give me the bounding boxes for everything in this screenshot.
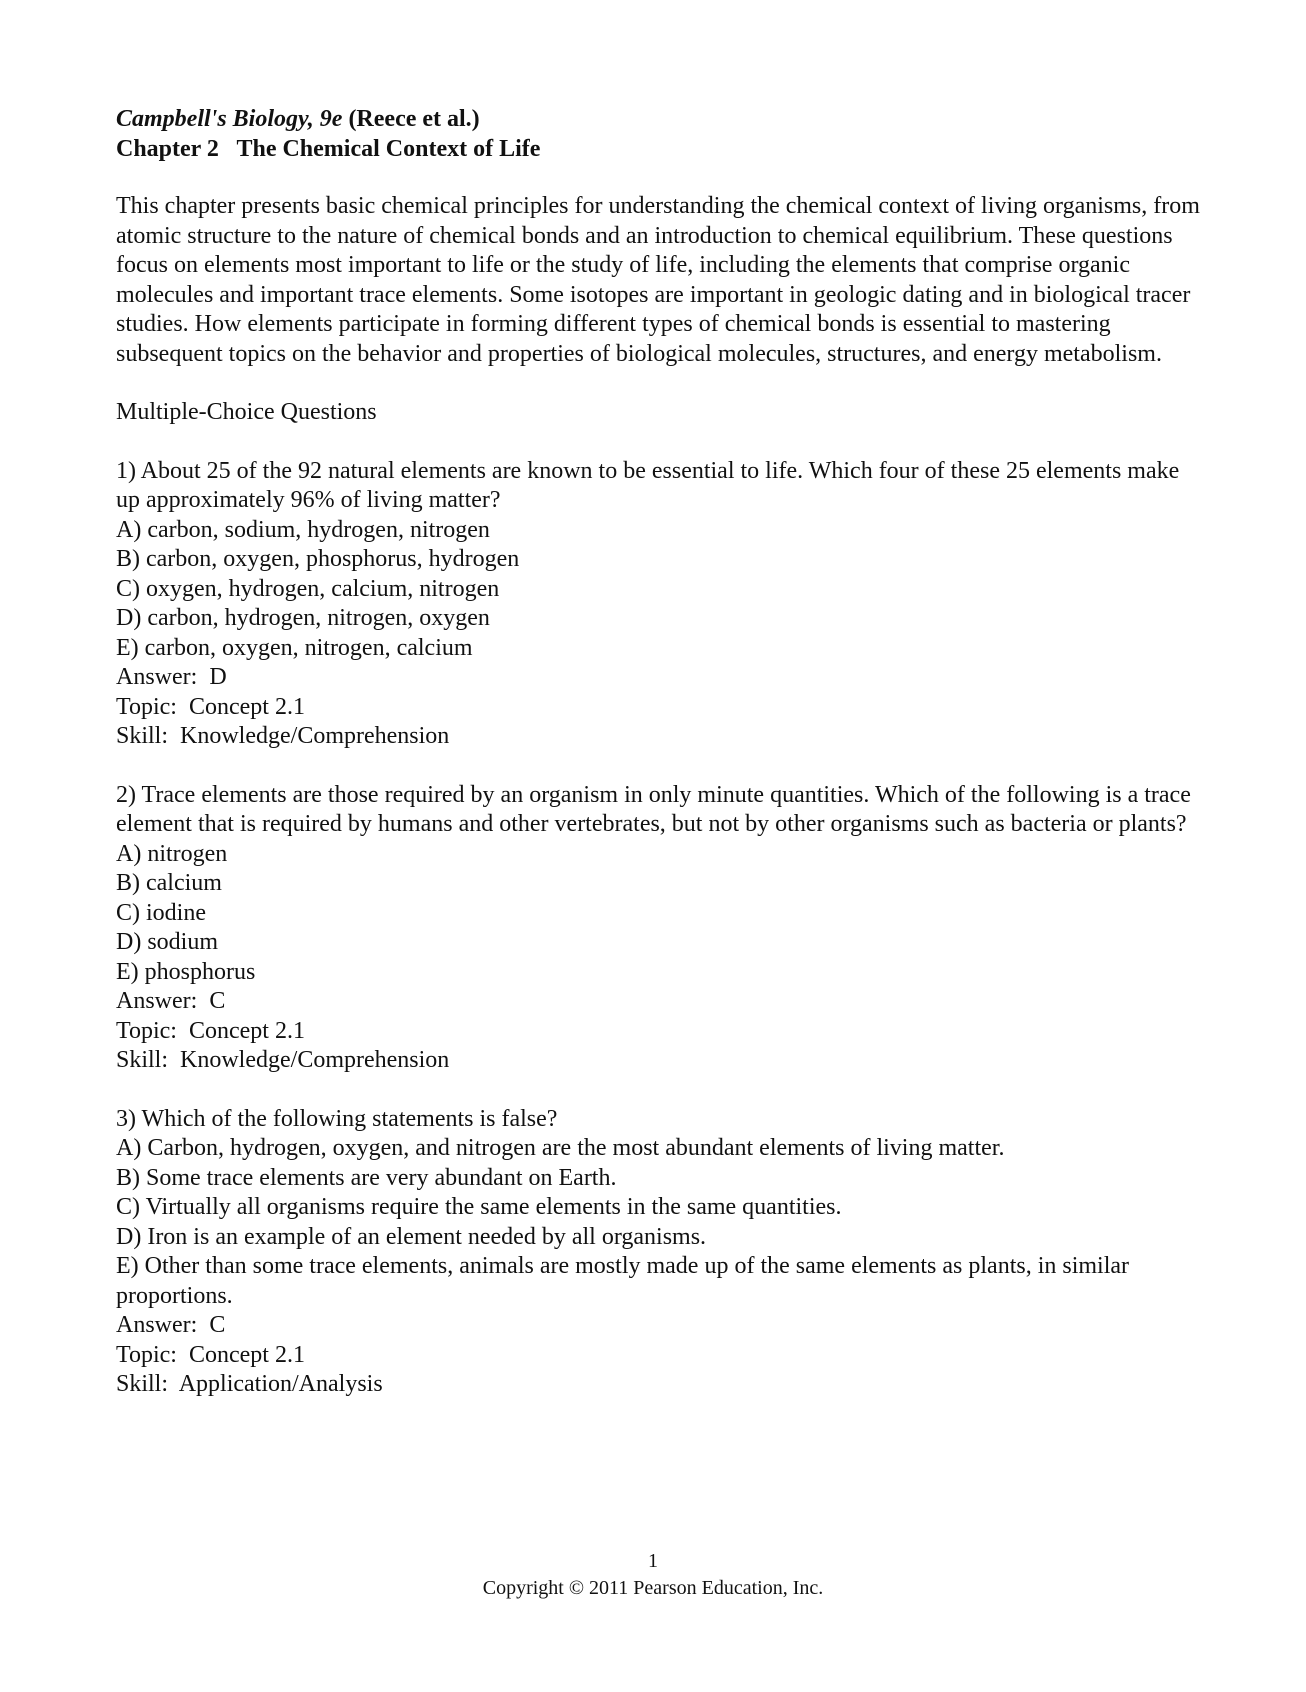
option-c: C) Virtually all organisms require the same elements in the same quantities.: [116, 1194, 842, 1220]
skill: Skill: Knowledge/Comprehension: [116, 1047, 450, 1073]
question-stem: 2) Trace elements are those required by an organism in only minute quantities. Which of the following is a trace element that is required by humans and other vertebrates, but not by other organisms such as bacteria or plants?: [116, 781, 1191, 837]
option-d: D) Iron is an example of an element needed by all organisms.: [116, 1223, 707, 1250]
question-stem: 1) About 25 of the 92 natural elements are known to be essential to life. Which four of these 25 elements make up approximately 96% of living matter?: [116, 457, 1180, 513]
topic: Topic: Concept 2.1: [116, 1017, 305, 1044]
option-a: A) nitrogen: [116, 840, 228, 867]
option-c: C) iodine: [116, 899, 206, 926]
section-heading: Multiple-Choice Questions: [116, 399, 377, 425]
skill: Skill: Application/Analysis: [116, 1371, 383, 1397]
answer: Answer: D: [116, 664, 227, 690]
topic: Topic: Concept 2.1: [116, 1341, 305, 1368]
option-d: D) carbon, hydrogen, nitrogen, oxygen: [116, 605, 490, 631]
page-content: [116, 104, 1206, 1400]
option-b: B) carbon, oxygen, phosphorus, hydrogen: [116, 546, 520, 572]
page-number: 1: [648, 1550, 658, 1572]
option-a: A) carbon, sodium, hydrogen, nitrogen: [116, 516, 490, 543]
book-title: [116, 104, 1206, 134]
option-b: B) calcium: [116, 870, 222, 896]
option-b: B) Some trace elements are very abundant on Earth.: [116, 1164, 617, 1191]
question-1: [116, 457, 1206, 752]
book-title-italic: Campbell's Biology, 9e: [116, 106, 343, 132]
question-stem: 3) Which of the following statements is false?: [116, 1105, 558, 1132]
topic: Topic: Concept 2.1: [116, 693, 305, 720]
chapter-title: Chapter 2 The Chemical Context of Life: [116, 136, 541, 162]
option-a: A) Carbon, hydrogen, oxygen, and nitrogen are the most abundant elements of living matter.: [116, 1135, 1005, 1161]
option-e: E) Other than some trace elements, animals are mostly made up of the same elements as plants, in similar proportions.: [116, 1253, 1130, 1309]
skill: Skill: Knowledge/Comprehension: [116, 723, 450, 749]
book-authors: (Reece et al.): [342, 106, 480, 132]
question-2: [116, 781, 1206, 1076]
option-e: E) carbon, oxygen, nitrogen, calcium: [116, 634, 473, 661]
option-d: D) sodium: [116, 929, 218, 955]
option-e: E) phosphorus: [116, 958, 256, 985]
copyright-notice: Copyright © 2011 Pearson Education, Inc.: [482, 1577, 824, 1599]
answer: Answer: C: [116, 1312, 226, 1338]
chapter-intro: This chapter presents basic chemical principles for understanding the chemical context of living organisms, from atomic structure to the nature of chemical bonds and an introduction to chemical equilibrium. These questions focus on elements most important to life or the study of life, including the elements that comprise organic molecules and important trace elements. Some isotopes are important in geologic dating and in biological tracer studies. How elements participate in forming different types of chemical bonds is essential to mastering subsequent topics on the behavior and properties of biological molecules, structures, and energy metabolism.: [116, 193, 1200, 367]
question-3: [116, 1105, 1206, 1400]
answer: Answer: C: [116, 988, 226, 1014]
option-c: C) oxygen, hydrogen, calcium, nitrogen: [116, 575, 500, 602]
